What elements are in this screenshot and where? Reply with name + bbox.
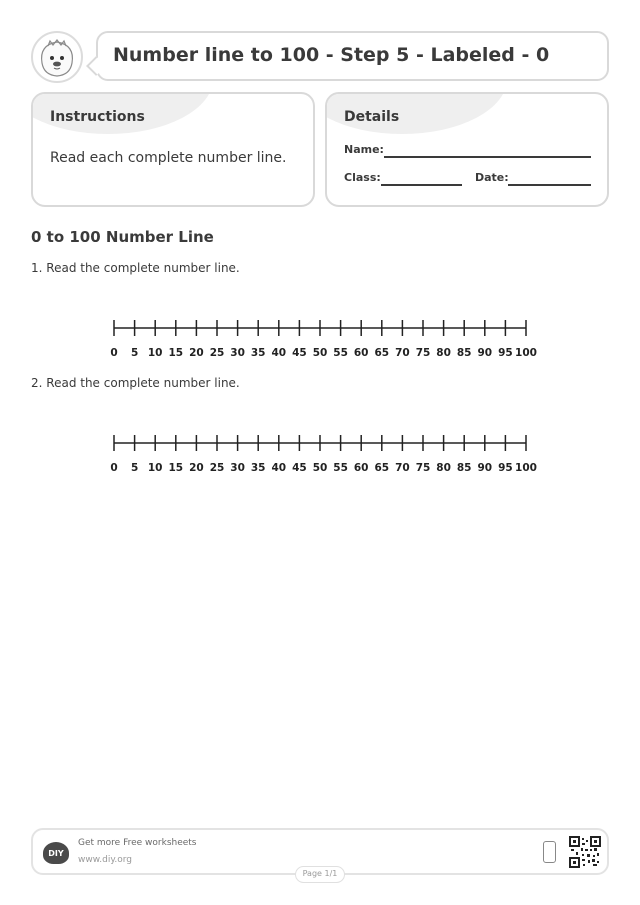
class-label: Class:: [344, 171, 381, 184]
number-line-1: [100, 312, 550, 372]
tick-label: 95: [498, 462, 513, 474]
tick-label: 20: [189, 347, 204, 359]
tick-label: 25: [209, 462, 225, 474]
question-text: Read the complete number line.: [46, 261, 240, 275]
question-number: 1.: [31, 261, 43, 275]
tick-label: 5: [130, 462, 139, 474]
tick-label: 65: [374, 462, 390, 474]
tick-label: 15: [168, 462, 184, 474]
tick-label: 35: [250, 462, 266, 474]
diy-logo-icon[interactable]: DIY: [43, 842, 69, 864]
details-panel: [325, 92, 609, 207]
tick-label: 50: [312, 347, 328, 359]
tick-label: 70: [395, 462, 410, 474]
tick-label: 50: [312, 462, 328, 474]
tick-label: 75: [415, 462, 431, 474]
tick-label: 55: [333, 347, 348, 359]
class-field[interactable]: [381, 184, 462, 186]
tick-label: 100: [515, 347, 537, 359]
tick-label: 80: [436, 347, 451, 359]
tick-label: 20: [189, 462, 204, 474]
title-box: [96, 31, 609, 81]
tick-label: 30: [230, 462, 245, 474]
tick-label: 40: [271, 347, 287, 359]
tick-label: 70: [395, 347, 410, 359]
tick-label: 85: [456, 462, 472, 474]
phone-icon: [543, 841, 556, 863]
page-title: Number line to 100 - Step 5 - Labeled - 0: [113, 44, 550, 66]
tick-label: 75: [415, 347, 431, 359]
tick-label: 15: [168, 347, 184, 359]
question-text: Read the complete number line.: [46, 376, 240, 390]
footer-url[interactable]: www.diy.org: [78, 855, 132, 865]
question-1: [31, 261, 240, 275]
yeti-mascot-icon: [33, 33, 81, 81]
qr-code-icon[interactable]: [569, 836, 601, 868]
question-2: [31, 376, 240, 390]
tick-label: 35: [250, 347, 266, 359]
tick-label: 30: [230, 347, 245, 359]
tick-label: 45: [292, 347, 307, 359]
name-label: Name:: [344, 143, 384, 156]
name-field[interactable]: [384, 156, 591, 158]
tick-label: 45: [292, 462, 307, 474]
details-heading: Details: [344, 109, 400, 125]
tick-label: 40: [271, 462, 287, 474]
tick-label: 95: [498, 347, 513, 359]
instructions-text: Read each complete number line.: [50, 150, 287, 166]
tick-label: 10: [147, 347, 163, 359]
question-number: 2.: [31, 376, 43, 390]
tick-label: 55: [333, 462, 348, 474]
tick-label: 65: [374, 347, 390, 359]
tick-label: 85: [456, 347, 472, 359]
section-title: 0 to 100 Number Line: [31, 228, 214, 246]
tick-label: 100: [515, 462, 537, 474]
tick-label: 80: [436, 462, 451, 474]
tick-label: 60: [353, 347, 369, 359]
tick-label: 25: [209, 347, 225, 359]
tick-label: 90: [477, 347, 493, 359]
number-line-2: [100, 427, 550, 487]
tick-label: 5: [130, 347, 139, 359]
tick-label: 60: [353, 462, 369, 474]
tick-label: 10: [147, 462, 163, 474]
tick-label: 0: [110, 462, 118, 474]
footer-promo: Get more Free worksheets: [78, 838, 197, 848]
instructions-heading: Instructions: [50, 109, 145, 125]
tick-label: 0: [110, 347, 118, 359]
page-indicator: Page 1/1: [295, 866, 345, 883]
date-label: Date:: [475, 171, 509, 184]
tick-label: 90: [477, 462, 493, 474]
instructions-panel: [31, 92, 315, 207]
mascot-avatar: [31, 31, 83, 83]
date-field[interactable]: [508, 184, 591, 186]
